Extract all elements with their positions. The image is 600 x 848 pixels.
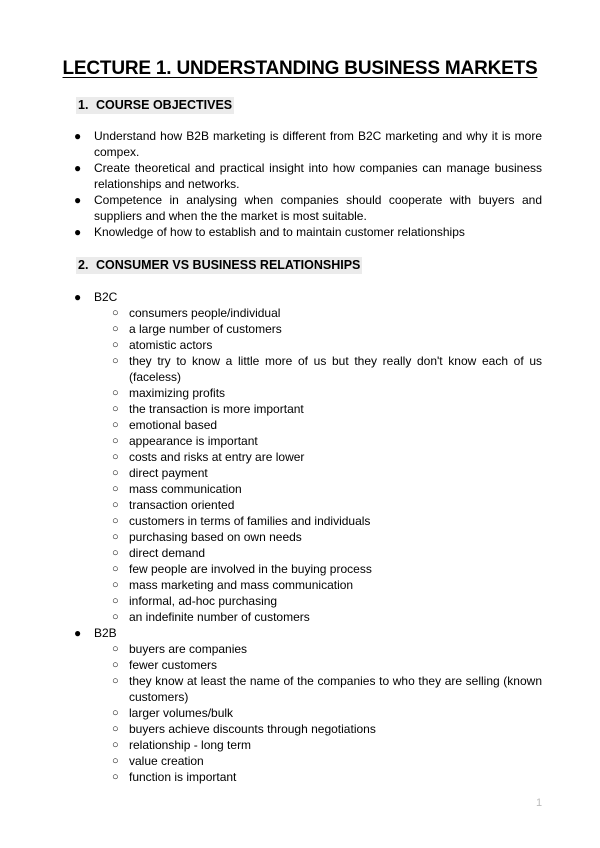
circle-bullet-icon: ○	[112, 723, 119, 735]
sub-list-item: ○ maximizing profits	[112, 386, 226, 400]
circle-bullet-icon: ○	[112, 675, 119, 687]
sub-list-item: ○ informal, ad-hoc purchasing	[112, 594, 278, 608]
circle-bullet-icon: ○	[112, 403, 119, 415]
sub-list-item: ○ they try to know a little more of us but they really don't know each of us (faceless)	[112, 354, 542, 384]
sub-list-item: ○ few people are involved in the buying process	[112, 562, 372, 576]
circle-bullet-icon: ○	[112, 339, 119, 351]
sub-list-item: ○ consumers people/individual	[112, 306, 281, 320]
circle-bullet-icon: ○	[112, 771, 119, 783]
section-number: 1.	[78, 98, 89, 112]
section-heading-consumer-vs-business	[76, 257, 362, 274]
circle-bullet-icon: ○	[112, 739, 119, 751]
sub-list-item: ○ costs and risks at entry are lower	[112, 450, 305, 464]
sub-list-item: ○ transaction oriented	[112, 498, 235, 512]
sub-list-item: ○ customers in terms of families and individuals	[112, 514, 371, 528]
circle-bullet-icon: ○	[112, 547, 119, 559]
section-number: 2.	[78, 258, 89, 272]
circle-bullet-icon: ○	[112, 467, 119, 479]
circle-bullet-icon: ○	[112, 531, 119, 543]
circle-bullet-icon: ○	[112, 595, 119, 607]
circle-bullet-icon: ○	[112, 659, 119, 671]
bullet-icon: ●	[74, 193, 82, 207]
list-item: ● Create theoretical and practical insight into how companies can manage business relationships and networks.	[74, 161, 542, 191]
sub-list-item: ○ they know at least the name of the companies to who they are selling (known customers)	[112, 674, 542, 704]
list-item: ● Competence in analysing when companies should cooperate with buyers and suppliers and when the the market is most suitable.	[74, 193, 542, 223]
circle-bullet-icon: ○	[112, 643, 119, 655]
circle-bullet-icon: ○	[112, 611, 119, 623]
circle-bullet-icon: ○	[112, 563, 119, 575]
sub-list-item: ○ purchasing based on own needs	[112, 530, 302, 544]
bullet-icon: ●	[74, 161, 82, 175]
page-number: 1	[536, 797, 543, 809]
page-title: LECTURE 1. UNDERSTANDING BUSINESS MARKETS	[62, 58, 538, 79]
sub-list-item: ○ direct payment	[112, 466, 208, 480]
circle-bullet-icon: ○	[112, 323, 119, 335]
sub-list-item: ○ buyers achieve discounts through negotiations	[112, 722, 376, 736]
sub-list-item: ○ direct demand	[112, 546, 206, 560]
sub-list-item: ○ mass communication	[112, 482, 242, 496]
relationships-list	[0, 289, 600, 785]
section-heading-course-objectives	[76, 97, 234, 114]
sub-list-item: ○ appearance is important	[112, 434, 258, 448]
list-item-b2c: ● B2C	[74, 290, 118, 304]
circle-bullet-icon: ○	[112, 451, 119, 463]
sub-list-item: ○ value creation	[112, 754, 204, 768]
circle-bullet-icon: ○	[112, 355, 119, 367]
sub-list-item: ○ mass marketing and mass communication	[112, 578, 354, 592]
objectives-list	[0, 128, 600, 240]
sub-list-item: ○ the transaction is more important	[112, 402, 304, 416]
circle-bullet-icon: ○	[112, 435, 119, 447]
sub-list-item: ○ function is important	[112, 770, 237, 784]
sub-list-item: ○ emotional based	[112, 418, 218, 432]
sub-list-item: ○ an indefinite number of customers	[112, 610, 310, 624]
sub-list-item: ○ larger volumes/bulk	[112, 706, 234, 720]
circle-bullet-icon: ○	[112, 579, 119, 591]
section-title: COURSE OBJECTIVES	[96, 98, 233, 112]
sub-list-item: ○ atomistic actors	[112, 338, 213, 352]
list-item: ● Understand how B2B marketing is different from B2C marketing and why it is more compex.	[74, 129, 542, 159]
list-item-b2b: ● B2B	[74, 626, 117, 640]
circle-bullet-icon: ○	[112, 707, 119, 719]
list-item: ● Knowledge of how to establish and to maintain customer relationships	[74, 225, 465, 239]
circle-bullet-icon: ○	[112, 387, 119, 399]
sub-list-item: ○ fewer customers	[112, 658, 218, 672]
circle-bullet-icon: ○	[112, 499, 119, 511]
bullet-icon: ●	[74, 290, 82, 304]
bullet-icon: ●	[74, 129, 82, 143]
sub-list-item: ○ buyers are companies	[112, 642, 248, 656]
circle-bullet-icon: ○	[112, 419, 119, 431]
section-title: CONSUMER VS BUSINESS RELATIONSHIPS	[96, 258, 361, 272]
circle-bullet-icon: ○	[112, 755, 119, 767]
circle-bullet-icon: ○	[112, 483, 119, 495]
sub-list-item: ○ a large number of customers	[112, 322, 282, 336]
circle-bullet-icon: ○	[112, 307, 119, 319]
circle-bullet-icon: ○	[112, 515, 119, 527]
sub-list-item: ○ relationship - long term	[112, 738, 252, 752]
bullet-icon: ●	[74, 225, 82, 239]
bullet-icon: ●	[74, 626, 82, 640]
